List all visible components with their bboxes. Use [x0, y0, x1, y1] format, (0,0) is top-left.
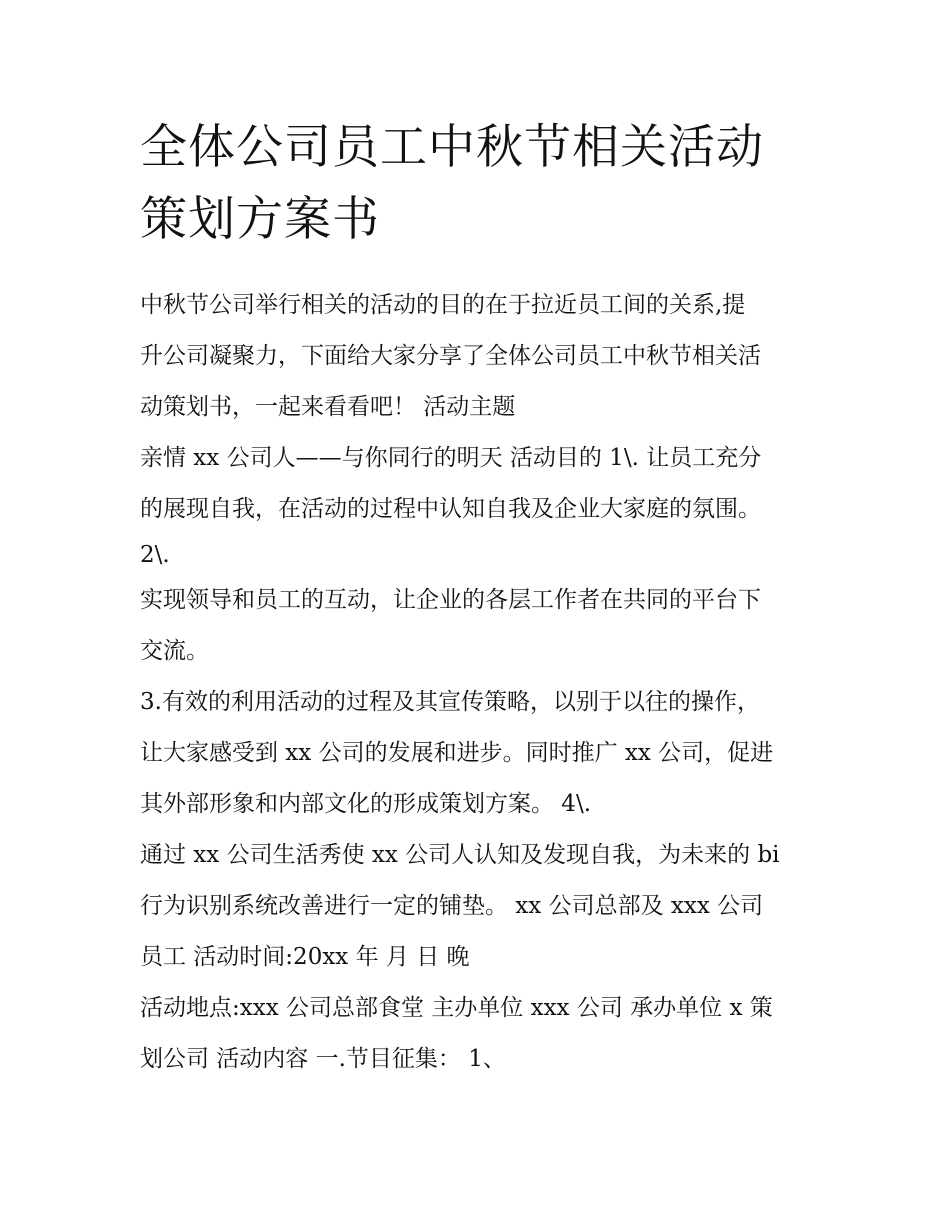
body-line-2: 升公司凝聚力，下面给大家分享了全体公司员工中秋节相关活 [140, 343, 761, 369]
body-line-10: 让大家感受到 xx 公司的发展和进步。同时推广 xx 公司，促进 [140, 740, 774, 766]
body-line-6: 2\. [140, 542, 170, 568]
body-line-5: 的展现自我，在活动的过程中认知自我及企业大家庭的氛围。 [140, 496, 761, 522]
title-line-2: 策划方案书 [140, 192, 380, 247]
document-title [140, 112, 820, 256]
body-line-8: 交流。 [140, 638, 209, 664]
title-line-1: 全体公司员工中秋节相关活动 [140, 120, 764, 175]
body-line-4: 亲情 xx 公司人——与你同行的明天 活动目的 1\. 让员工充分 [140, 445, 762, 471]
body-line-16: 划公司 活动内容 一.节目征集： 1、 [140, 1046, 506, 1072]
body-line-15: 活动地点:xxx 公司总部食堂 主办单位 xxx 公司 承办单位 x 策 [140, 995, 773, 1021]
body-line-3: 动策划书，一起来看看吧！ 活动主题 [140, 394, 516, 420]
body-line-14: 员工 活动时间:20xx 年 月 日 晚 [140, 944, 470, 970]
body-line-9: 3.有效的利用活动的过程及其宣传策略，以别于以往的操作， [140, 689, 760, 715]
body-line-1: 中秋节公司举行相关的活动的目的在于拉近员工间的关系,提 [140, 292, 746, 318]
body-line-7: 实现领导和员工的互动，让企业的各层工作者在共同的平台下 [140, 587, 761, 613]
document-body [140, 280, 820, 1085]
body-line-12: 通过 xx 公司生活秀使 xx 公司人认知及发现自我，为未来的 bi [140, 842, 780, 868]
body-line-11: 其外部形象和内部文化的形成策划方案。 4\. [140, 791, 592, 817]
body-line-13: 行为识别系统改善进行一定的铺垫。 xx 公司总部及 xxx 公司 [140, 893, 764, 919]
